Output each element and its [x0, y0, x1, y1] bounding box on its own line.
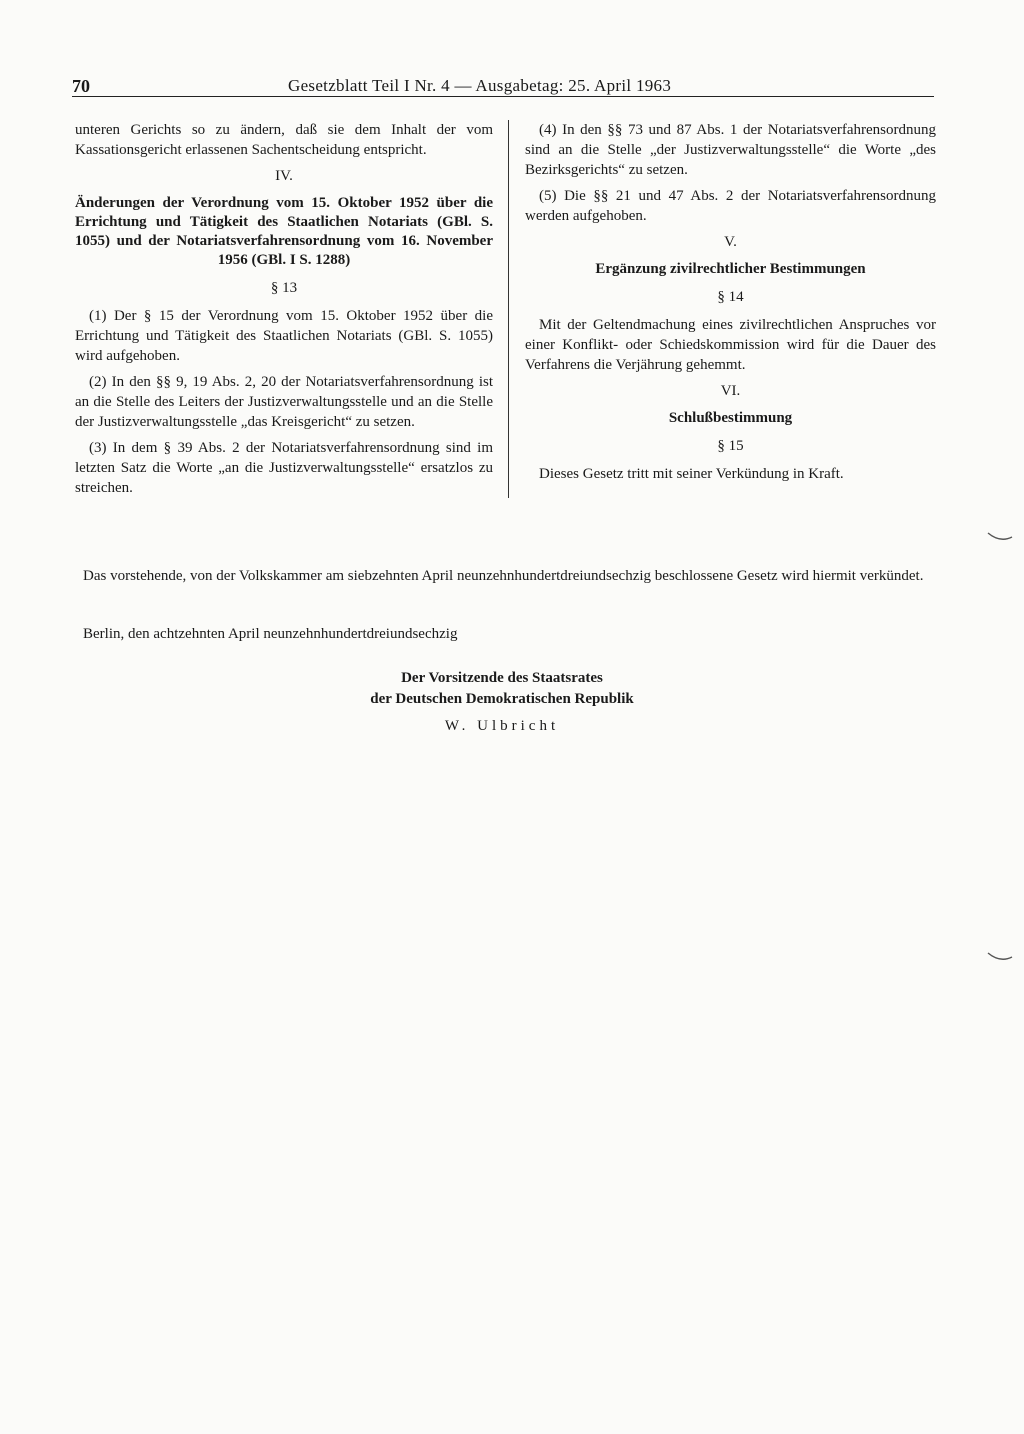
continuation-paragraph: unteren Gerichts so zu ändern, daß sie dem Inhalt der vom Kassationsgericht erlassenen Sachentscheidung entspricht. [75, 122, 493, 158]
part-vi-number: VI. [720, 383, 741, 399]
section-14-label: § 14 [717, 289, 744, 305]
section-15-label: § 15 [717, 438, 744, 454]
right-column [509, 120, 936, 490]
section-13-para-5: (5) Die §§ 21 und 47 Abs. 2 der Notariatsverfahrensordnung werden aufgehoben. [525, 188, 936, 224]
signatory-title-line-2: der Deutschen Demokratischen Republik [370, 691, 634, 707]
section-15-text: Dieses Gesetz tritt mit seiner Verkündung in Kraft. [539, 466, 844, 482]
section-13-label: § 13 [270, 280, 298, 296]
part-v-number: V. [724, 234, 737, 250]
section-13-para-3: (3) In dem § 39 Abs. 2 der Notariatsverfahrensordnung sind im letzten Satz die Worte „an die Justizverwaltungsstelle“ ersatzlos zu streichen. [75, 440, 493, 496]
section-14-text: Mit der Geltendmachung eines zivilrechtlichen Anspruches vor einer Konflikt- oder Schiedskommission wird für die Dauer des Verfahrens die Verjährung gehemmt. [525, 317, 936, 373]
running-head: Gesetzblatt Teil I Nr. 4 — Ausgabetag: 25. April 1963 [288, 76, 672, 95]
part-iv-heading: Änderungen der Verordnung vom 15. Oktober 1952 über die Errichtung und Tätigkeit des Staatlichen Notariats (GBl. S. 1055) und der Notariatsverfahrensordnung vom 16. November 1956 (GBl. I S. 1288) [75, 195, 493, 268]
place-and-date: Berlin, den achtzehnten April neunzehnhundertdreiundsechzig [83, 626, 458, 642]
left-column [75, 120, 493, 504]
part-v-heading: Ergänzung zivilrechtlicher Bestimmungen [595, 261, 866, 277]
header-rule [72, 96, 934, 97]
section-13-para-1: (1) Der § 15 der Verordnung vom 15. Oktober 1952 über die Errichtung und Tätigkeit des Staatlichen Notariats (GBl. S. 1055) wird aufgehoben. [75, 308, 493, 364]
section-13-para-2: (2) In den §§ 9, 19 Abs. 2, 20 der Notariatsverfahrensordnung ist an die Stelle des Leiters der Justizverwaltungsstelle und an die Stelle der Justizverwaltungsstelle „das Kreisgericht“ zu setzen. [75, 374, 493, 430]
part-vi-heading: Schlußbestimmung [668, 410, 793, 426]
part-iv-number: IV. [275, 168, 293, 184]
signatory-title-line-1: Der Vorsitzende des Staatsrates [401, 670, 603, 686]
signatory-title [320, 668, 684, 710]
promulgation-text: Das vorstehende, von der Volkskammer am siebzehnten April neunzehnhundertdreiundsechzig beschlossene Gesetz wird hiermit verkündet. [83, 568, 924, 584]
binding-mark-bottom [986, 945, 1014, 965]
signatory-name: W. Ulbricht [444, 718, 560, 734]
page-number: 70 [72, 76, 90, 96]
section-13-para-4: (4) In den §§ 73 und 87 Abs. 1 der Notariatsverfahrensordnung sind an die Stelle „der Justizverwaltungsstelle“ die Worte „des Bezirksgerichts“ zu setzen. [525, 122, 936, 178]
binding-mark-top [986, 525, 1014, 545]
